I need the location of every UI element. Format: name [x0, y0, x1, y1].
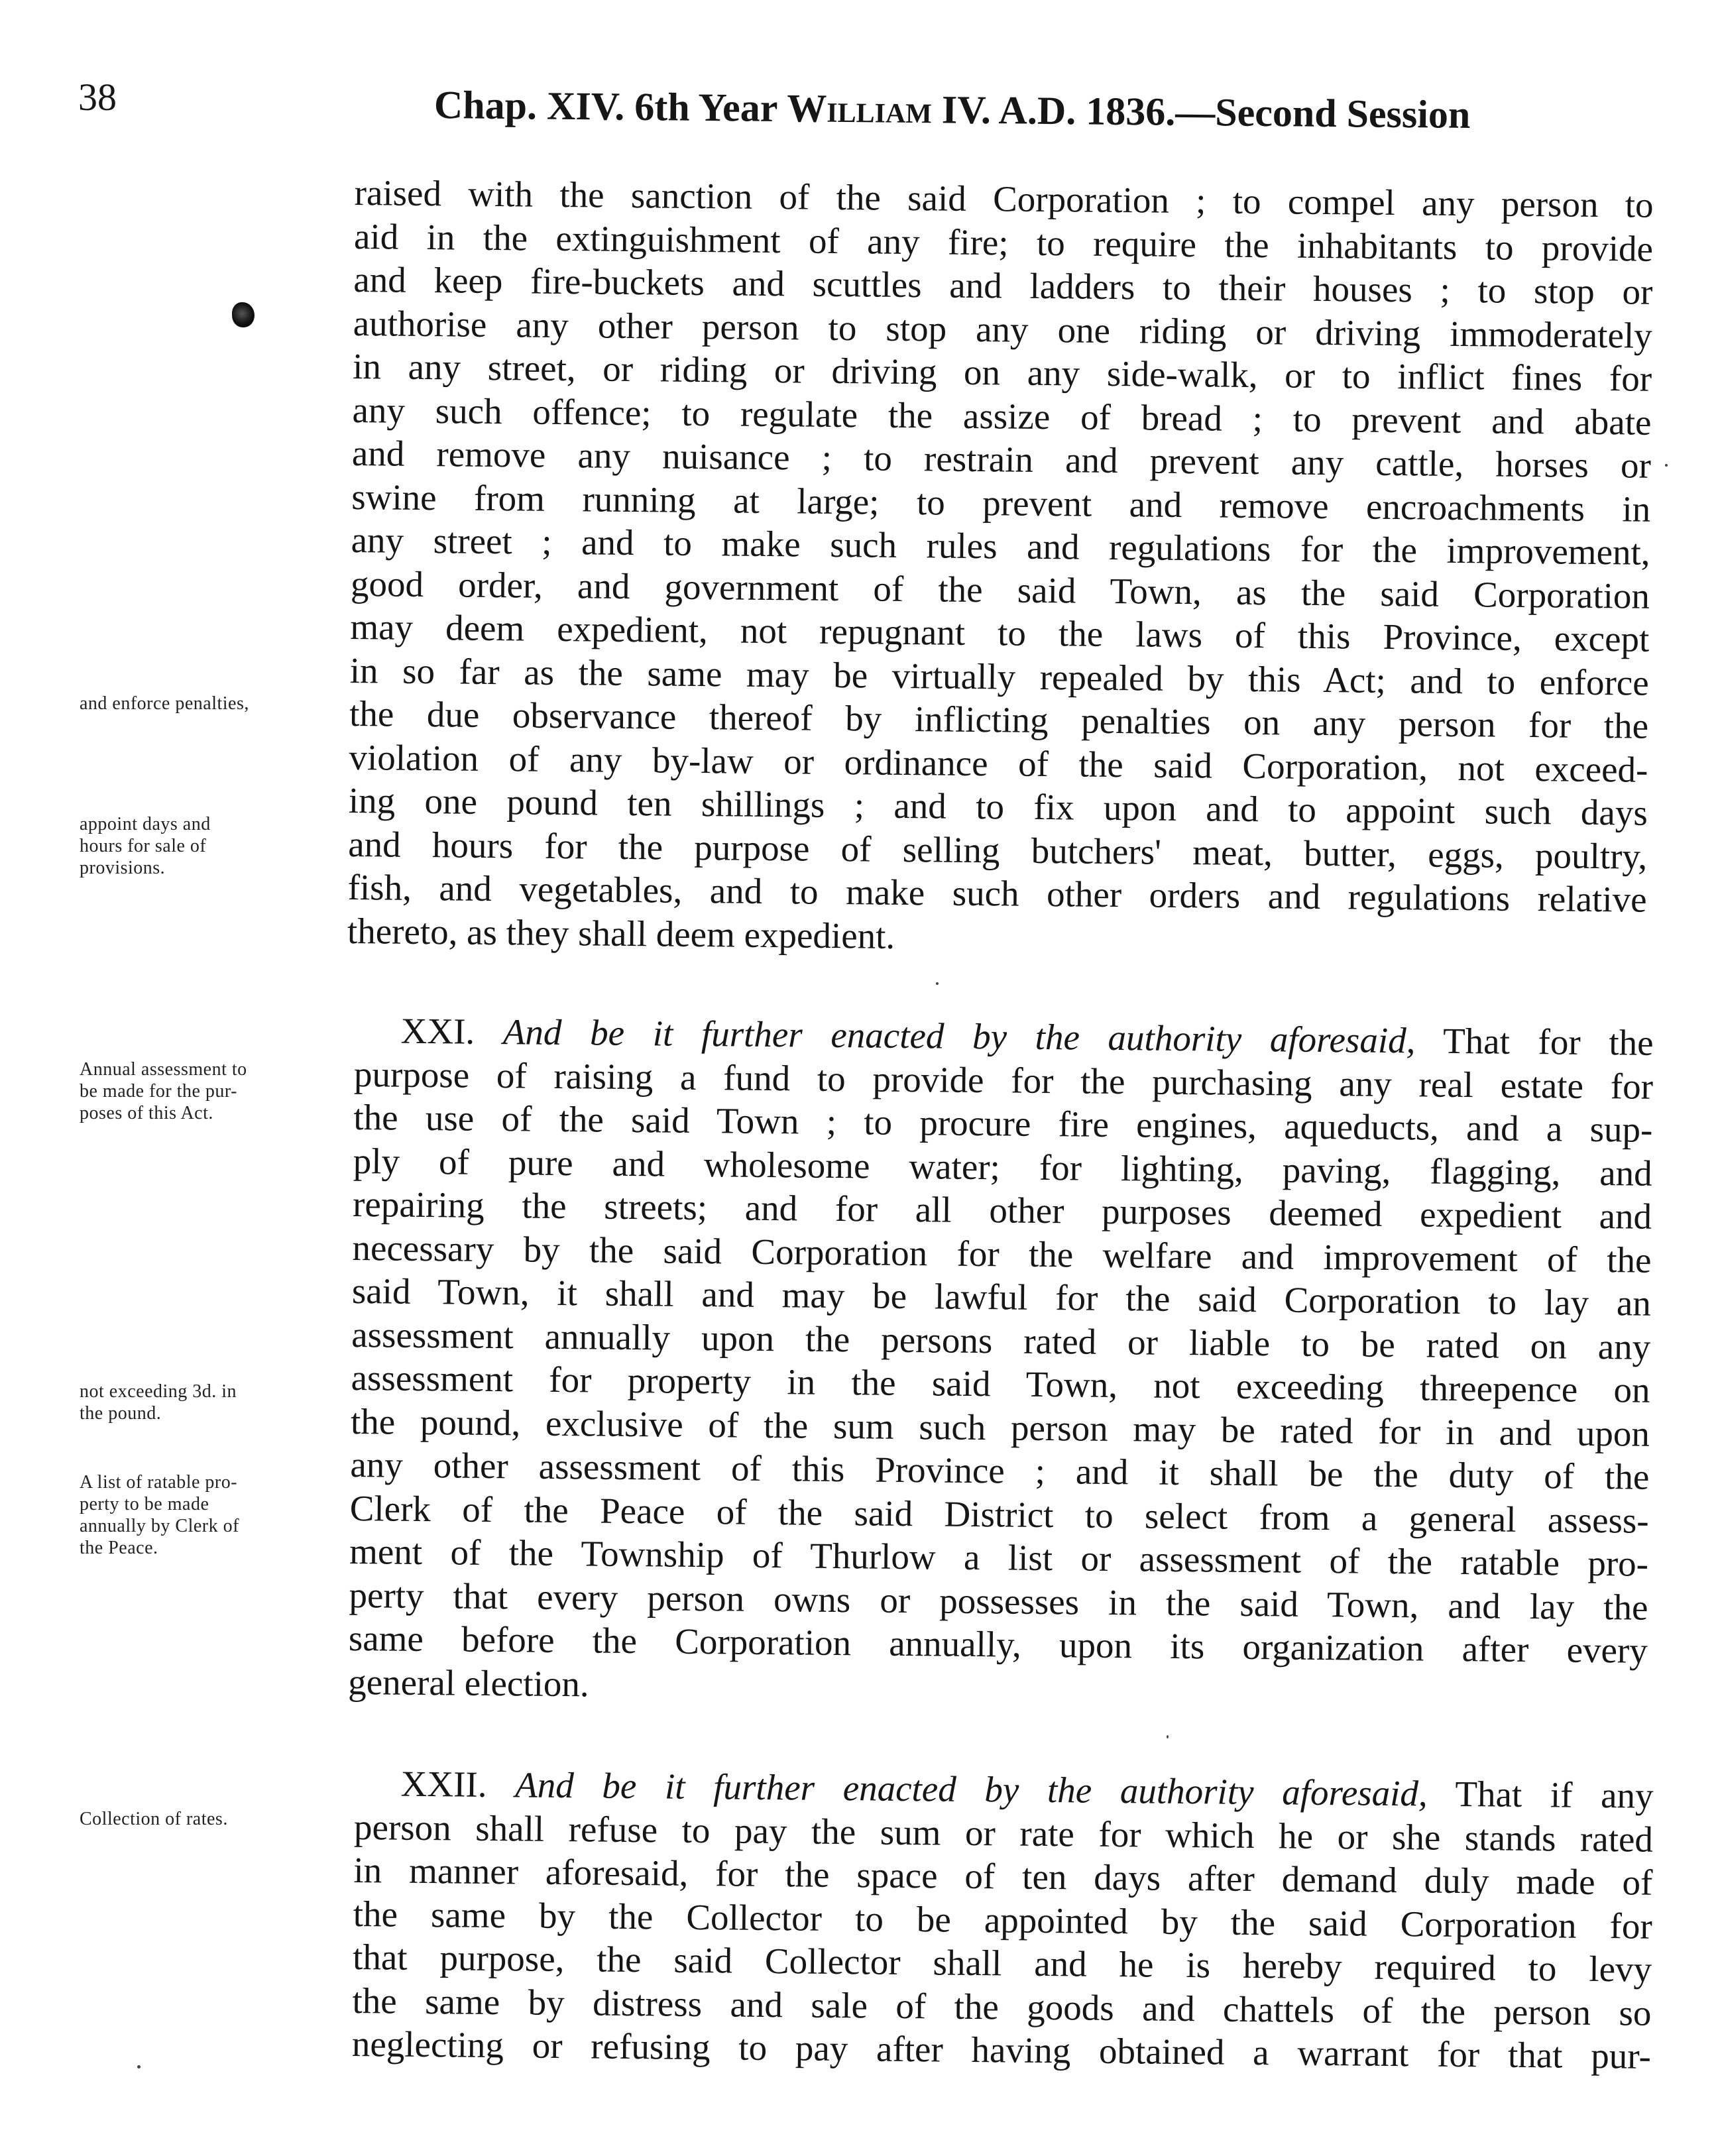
running-head-king: William — [786, 86, 933, 132]
running-head-chapter: Chap. XIV. 6th Year — [433, 83, 787, 131]
text-line: any other assessment of this Province ; and it shall be the duty of the — [350, 1444, 1650, 1497]
text-line: thereto, as they shall deem expedient. — [347, 910, 895, 956]
text-line: assessment for property in the said Town, not exceeding threepence on — [351, 1357, 1650, 1410]
text-line: and remove any nuisance ; to restrain and prevent any cattle, horses or — [351, 432, 1652, 486]
section-number: XXII. — [400, 1763, 487, 1805]
text-line: that purpose, the said Collector shall and he is hereby required to levy — [352, 1936, 1652, 1990]
margin-note-days-and-hours — [80, 813, 345, 879]
text-line: ply of pure and wholesome water; for lighting, paving, flagging, and — [353, 1140, 1653, 1194]
margin-note-annual-assessment — [80, 1058, 345, 1124]
margin-note-line: poses of this Act. — [80, 1103, 213, 1123]
ink-speck — [1665, 464, 1668, 467]
text-line: the pound, exclusive of the sum such person may be rated for in and upon — [350, 1400, 1650, 1454]
margin-note-line: appoint days and — [80, 814, 211, 834]
margin-note-line: and enforce penalties, — [80, 693, 249, 714]
enacting-clause: And be it further enacted by the authority aforesaid, — [502, 1011, 1416, 1061]
margin-note-line: the pound. — [80, 1403, 162, 1424]
text-line: Clerk of the Peace of the said District to select from a general assess- — [349, 1487, 1649, 1541]
enacting-clause: And be it further enacted by the authority aforesaid, — [514, 1764, 1428, 1814]
text-line: and hours for the purpose of selling butchers' meat, butter, eggs, poultry, — [347, 823, 1648, 877]
ink-speck — [137, 2065, 141, 2069]
text-line: perty that every person owns or possesses in the said Town, and lay the — [349, 1574, 1648, 1628]
text-line: may deem expedient, not repugnant to the laws of this Province, except — [350, 606, 1650, 659]
text-line: aid in the extinguishment of any fire; to require the inhabitants to provide — [353, 215, 1654, 269]
text-line: fish, and vegetables, and to make such other orders and regulations relative — [347, 866, 1647, 920]
text-fragment: That for the — [1442, 1020, 1654, 1063]
text-line: general election. — [347, 1661, 589, 1704]
text-line: raised with the sanction of the said Corporation ; to compel any person to — [354, 172, 1654, 225]
text-line: the same by the Collector to be appointed by the said Corporation for — [353, 1893, 1653, 1947]
margin-note-line: perty to be made — [80, 1494, 209, 1514]
text-line: said Town, it shall and may be lawful for the said Corporation to lay an — [351, 1270, 1652, 1324]
ink-blot-icon — [232, 302, 255, 327]
margin-note-ratable-list — [80, 1471, 345, 1559]
margin-note-line: the Peace. — [80, 1538, 158, 1558]
text-line: ing one pound ten shillings ; and to fix upon and to appoint such days — [348, 779, 1648, 833]
text-line: repairing the streets; and for all other purposes deemed expedient and — [352, 1183, 1652, 1237]
text-line: purpose of raising a fund to provide for the purchasing any real estate for — [353, 1053, 1654, 1107]
ink-speck — [936, 982, 939, 985]
page-number: 38 — [78, 76, 117, 119]
text-line: same before the Corporation annually, upon its organization after every — [348, 1617, 1648, 1671]
section-xxii — [352, 1762, 1654, 2078]
margin-note-line: annually by Clerk of — [80, 1516, 239, 1536]
text-line: the same by distress and sale of the goods and chattels of the person so — [352, 1980, 1652, 2033]
text-line: necessary by the said Corporation for the welfare and improvement of the — [352, 1227, 1652, 1280]
text-line: person shall refuse to pay the sum or rate for which he or she stands rated — [353, 1806, 1654, 1860]
text-line: authorise any other person to stop any one riding or driving immoderately — [353, 302, 1653, 356]
ink-speck — [1167, 1735, 1169, 1738]
margin-note-enforce-penalties — [80, 693, 345, 714]
paragraph-continued — [347, 171, 1654, 965]
text-fragment: That if any — [1455, 1773, 1654, 1816]
margin-note-line: hours for sale of — [80, 836, 207, 856]
text-line: good order, and government of the said Town, as the said Corporation — [350, 563, 1650, 616]
text-line: in any street, or riding or driving on any side-walk, or to inflict fines for — [352, 345, 1652, 399]
running-head — [434, 85, 1471, 135]
section-xxi — [348, 1009, 1654, 1716]
text-line: the use of the said Town ; to procure fire engines, aqueducts, and a sup- — [353, 1096, 1653, 1150]
margin-note-line: be made for the pur- — [80, 1081, 238, 1102]
text-line: in manner aforesaid, for the space of ten days after demand duly made of — [353, 1849, 1653, 1903]
text-line: ment of the Township of Thurlow a list or assessment of the ratable pro- — [349, 1530, 1649, 1584]
margin-note-line: Annual assessment to — [80, 1059, 247, 1080]
text-line: any such offence; to regulate the assize of bread ; to prevent and abate — [352, 389, 1652, 443]
text-line: violation of any by-law or ordinance of the said Corporation, not exceed- — [349, 736, 1648, 790]
text-line: swine from running at large; to prevent and remove encroachments in — [351, 476, 1651, 530]
text-line: and keep fire-buckets and scuttles and ladders to their houses ; to stop or — [353, 258, 1653, 312]
margin-note-line: A list of ratable pro- — [80, 1472, 238, 1493]
text-line: the due observance thereof by inflicting penalties on any person for the — [349, 693, 1649, 746]
running-head-session: IV. A.D. 1836.—Second Session — [931, 87, 1471, 137]
margin-note-line: provisions. — [80, 858, 166, 878]
margin-note-line: not exceeding 3d. in — [80, 1381, 237, 1402]
text-line: neglecting or refusing to pay after having obtained a warrant for that pur- — [351, 2023, 1652, 2076]
section-number: XXI. — [400, 1010, 475, 1052]
margin-note-line: Collection of rates. — [80, 1809, 228, 1829]
text-line: any street ; and to make such rules and regulations for the improvement, — [351, 519, 1650, 573]
margin-note-not-exceeding — [80, 1381, 345, 1424]
margin-note-collection — [80, 1808, 345, 1830]
text-line: in so far as the same may be virtually repealed by this Act; and to enforce — [349, 650, 1649, 703]
text-line: assessment annually upon the persons rated or liable to be rated on any — [351, 1314, 1651, 1367]
